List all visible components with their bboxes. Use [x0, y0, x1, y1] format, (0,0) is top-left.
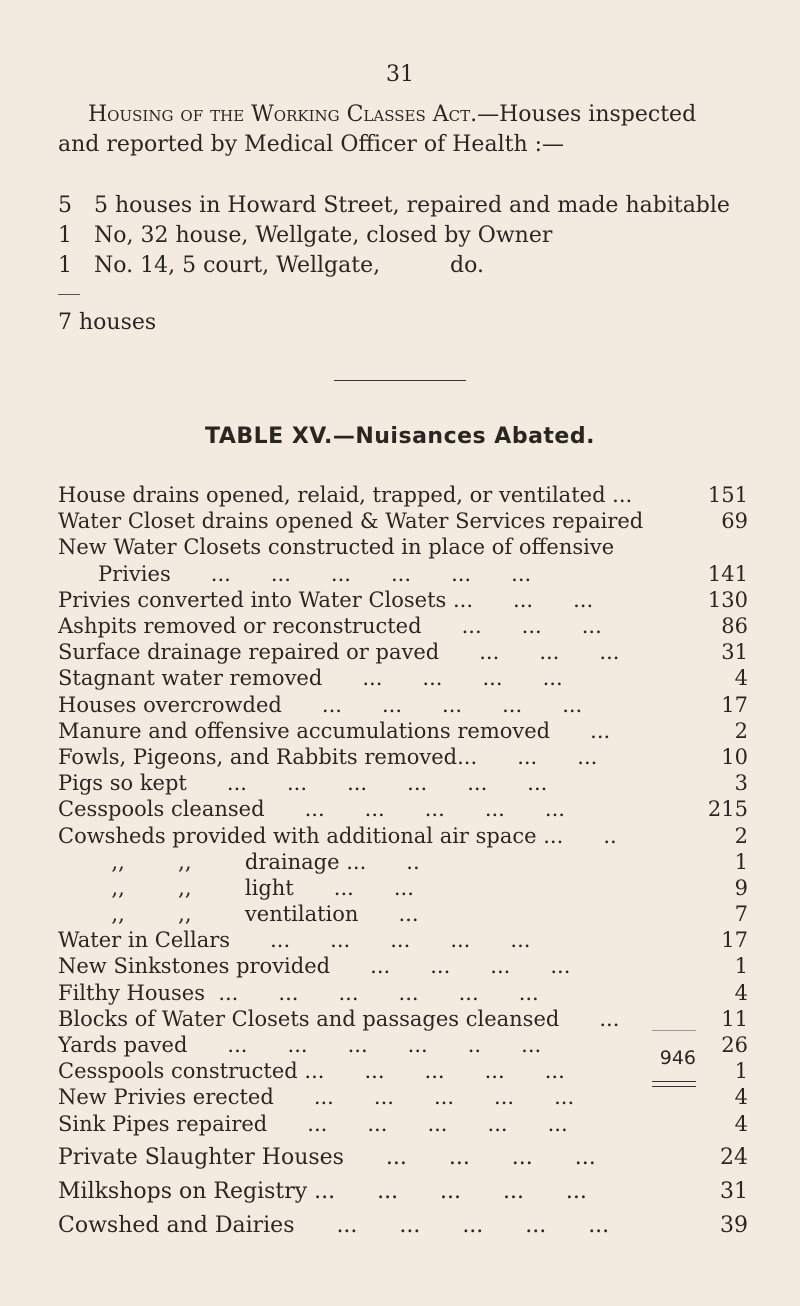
table-row — [58, 953, 748, 979]
row-value: 9 — [734, 875, 748, 900]
houses-total: 7 houses — [58, 310, 157, 335]
row-value: 4 — [734, 980, 748, 1005]
row-value: 1 — [734, 849, 748, 874]
houses-count: 1 — [58, 222, 72, 248]
nuisances-total: 946 — [659, 1047, 696, 1069]
row-value: 7 — [734, 902, 748, 927]
table-row — [58, 875, 748, 901]
table-row — [58, 822, 748, 848]
row-value: 2 — [734, 823, 748, 848]
row-value: 11 — [721, 1006, 748, 1031]
row-label: Cesspools constructed ... ... ... ... ... — [58, 1059, 565, 1084]
row-label: Houses overcrowded ... ... ... ... ... — [58, 692, 583, 717]
row-label: Filthy Houses ... ... ... ... ... ... — [58, 980, 539, 1005]
item-value: 39 — [720, 1212, 748, 1238]
row-label: Stagnant water removed ... ... ... ... — [58, 666, 563, 691]
list-item — [58, 1140, 748, 1174]
row-value: 141 — [707, 561, 748, 586]
table-row — [58, 482, 748, 508]
row-value: 26 — [721, 1033, 748, 1058]
houses-row — [58, 220, 758, 250]
row-value: 2 — [734, 718, 748, 743]
table-row — [58, 901, 748, 927]
row-label: Ashpits removed or reconstructed ... ... ... — [58, 614, 602, 639]
heading-line-1 — [58, 100, 758, 130]
row-label: ,, ,, ventilation ... — [58, 902, 419, 927]
row-value: 10 — [721, 744, 748, 769]
table-row — [58, 508, 748, 534]
item-label: Cowshed and Dairies ... ... ... ... ... — [58, 1212, 610, 1238]
houses-text: No, 32 house, Wellgate, closed by Owner — [94, 222, 553, 248]
section-divider — [334, 380, 466, 381]
row-label: Water in Cellars ... ... ... ... ... — [58, 928, 531, 953]
row-label: Fowls, Pigeons, and Rabbits removed... ... ... — [58, 744, 598, 769]
row-label: New Privies erected ... ... ... ... ... — [58, 1085, 575, 1110]
item-value: 31 — [720, 1178, 748, 1204]
list-item — [58, 1174, 748, 1208]
item-label: Private Slaughter Houses ... ... ... ... — [58, 1144, 596, 1170]
table-row — [58, 796, 748, 822]
houses-text: No. 14, 5 court, Wellgate, do. — [94, 252, 484, 278]
table-row — [58, 718, 748, 744]
table-row — [58, 849, 748, 875]
item-value: 24 — [720, 1144, 748, 1170]
table-row — [58, 980, 748, 1006]
table-row — [58, 561, 748, 587]
row-value: 69 — [721, 509, 748, 534]
table-row — [58, 639, 748, 665]
table-row — [58, 692, 748, 718]
row-value: 151 — [707, 483, 748, 508]
row-label: Cesspools cleansed ... ... ... ... ... — [58, 797, 565, 822]
row-value: 1 — [734, 1059, 748, 1084]
row-label: Cowsheds provided with additional air space ... .. — [58, 823, 617, 848]
row-label: Privies converted into Water Closets ... ... ... — [58, 587, 594, 612]
table-title: TABLE XV.—Nuisances Abated. — [205, 424, 595, 449]
table-row — [58, 927, 748, 953]
row-label: House drains opened, relaid, trapped, or ventilated ... — [58, 483, 633, 508]
row-label: New Sinkstones provided ... ... ... ... — [58, 954, 571, 979]
row-value: 3 — [734, 771, 748, 796]
houses-row — [58, 250, 758, 280]
row-value: 4 — [734, 1085, 748, 1110]
table-row — [58, 534, 748, 560]
row-label: Yards paved ... ... ... ... .. ... — [58, 1033, 542, 1058]
row-label: New Water Closets constructed in place of offensive — [58, 535, 615, 560]
row-value: 215 — [707, 797, 748, 822]
row-label: Water Closet drains opened & Water Services repaired — [58, 509, 644, 534]
row-label: Surface drainage repaired or paved ... ... ... — [58, 640, 620, 665]
row-value: 17 — [721, 928, 748, 953]
section-heading — [58, 100, 758, 160]
row-value: 4 — [734, 666, 748, 691]
page-number: 31 — [386, 62, 414, 87]
row-value: 31 — [721, 640, 748, 665]
registry-list — [58, 1140, 748, 1242]
houses-count: 5 — [58, 192, 72, 218]
table-row — [58, 587, 748, 613]
row-value: 1 — [734, 954, 748, 979]
heading-title-rest: —Houses inspected — [477, 102, 697, 127]
houses-sum-rule — [58, 294, 80, 295]
list-item — [58, 1208, 748, 1242]
nuisances-table — [58, 482, 748, 1137]
row-label: Manure and offensive accumulations removed ... — [58, 718, 611, 743]
row-value: 17 — [721, 692, 748, 717]
table-row — [58, 770, 748, 796]
row-label: ,, ,, drainage ... .. — [58, 849, 420, 874]
table-row — [58, 1111, 748, 1137]
row-value: 4 — [734, 1111, 748, 1136]
table-row — [58, 1084, 748, 1110]
table-row — [58, 613, 748, 639]
houses-row — [58, 190, 758, 220]
row-label: Privies ... ... ... ... ... ... — [58, 561, 532, 586]
row-value: 130 — [707, 587, 748, 612]
total-double-rule — [652, 1081, 696, 1087]
houses-text: 5 houses in Howard Street, repaired and made habitable — [94, 192, 730, 218]
row-label: Pigs so kept ... ... ... ... ... ... — [58, 771, 548, 796]
row-label: ,, ,, light ... ... — [58, 875, 414, 900]
table-row — [58, 665, 748, 691]
heading-line-2: and reported by Medical Officer of Health :— — [58, 132, 565, 157]
row-label: Sink Pipes repaired ... ... ... ... ... — [58, 1111, 568, 1136]
houses-count: 1 — [58, 252, 72, 278]
houses-list — [58, 190, 758, 280]
table-row — [58, 744, 748, 770]
row-label: Blocks of Water Closets and passages cleansed ... — [58, 1006, 620, 1031]
item-label: Milkshops on Registry ... ... ... ... ... — [58, 1178, 587, 1204]
total-top-rule — [652, 1030, 696, 1031]
table-row — [58, 1006, 748, 1032]
row-value: 86 — [721, 614, 748, 639]
heading-title: Housing of the Working Classes Act. — [88, 102, 478, 127]
